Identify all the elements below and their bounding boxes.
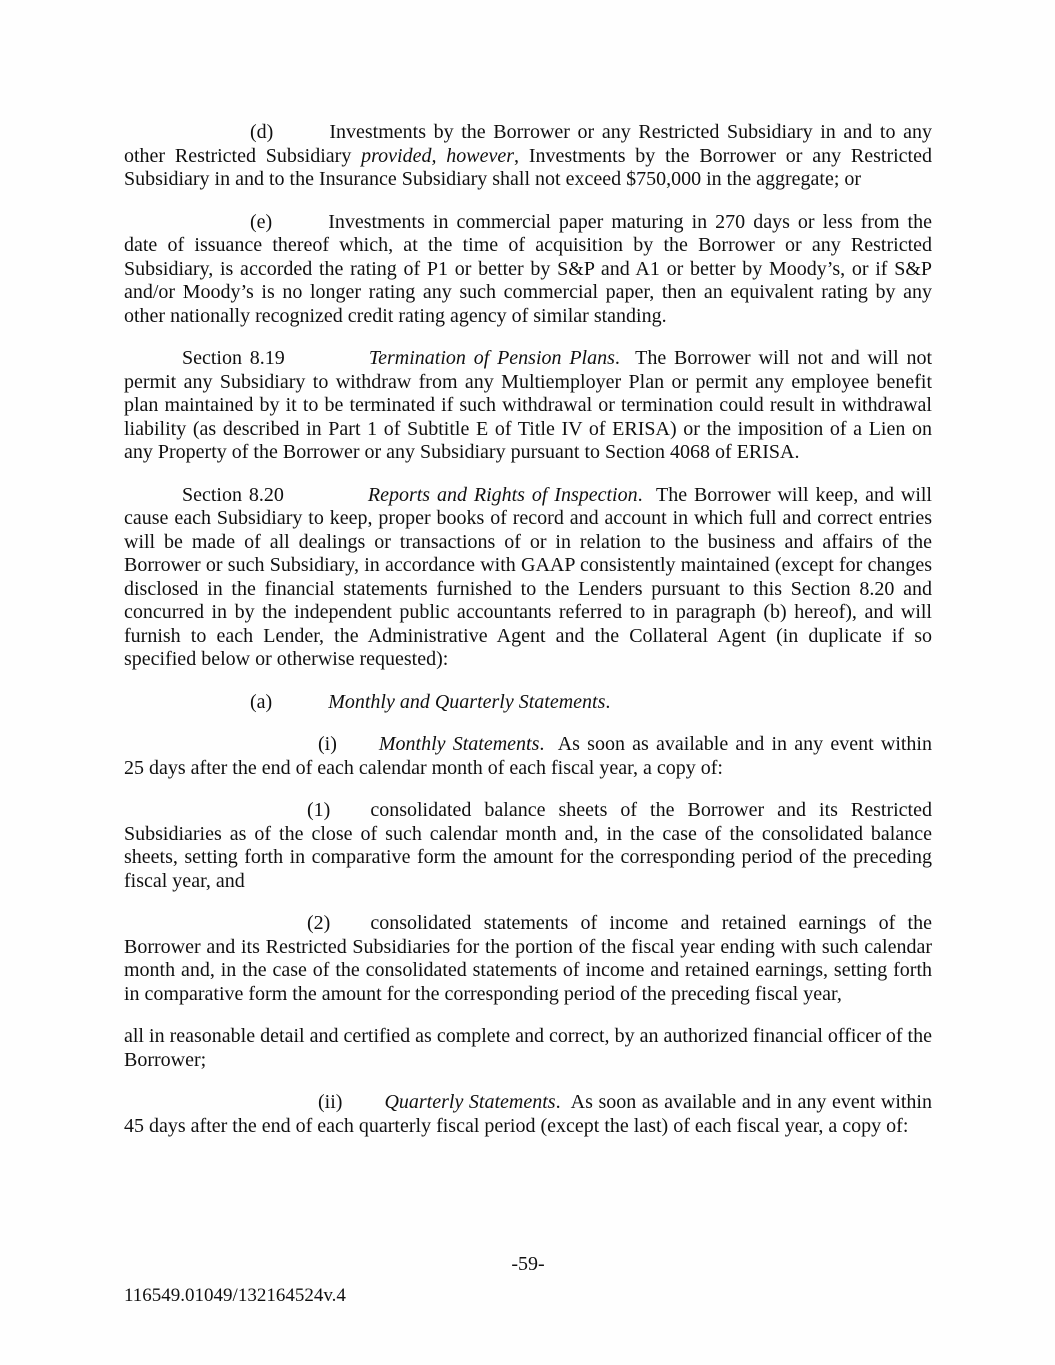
section-8-19-text: . The Borrower will not and will not permit any Subsidiary to withdraw from any Multiemployer Plan or permit any employee benefit plan maintained by it to be terminated if such withdrawal or termination could result in withdrawal liability (as described in Part 1 of Subtitle E of Title IV of ERISA) or the imposition of a Lien on any Property of the Borrower or any Subsidiary pursuant to Section 4068 of ERISA. xyxy=(124,347,932,463)
section-8-20-number: Section 8.20 xyxy=(182,483,284,506)
clause-d-text-rest: , Investments by the Borrower or any Restricted Subsidiary in and to the Insurance Subsidiary shall not exceed $750,000 in the aggregate; or xyxy=(124,144,932,190)
item-1-label: (1) xyxy=(307,799,331,821)
closing-text-body: all in reasonable detail and certified as complete and correct, by an authorized financial officer of the Borrower; xyxy=(124,1025,932,1071)
clause-ii-title: Quarterly Statements xyxy=(384,1091,556,1113)
section-8-19 xyxy=(124,347,932,465)
clause-ii-label: (ii) xyxy=(318,1091,343,1113)
section-8-20-title: Reports and Rights of Inspection xyxy=(367,483,638,506)
document-body xyxy=(124,121,932,1157)
item-2-text: consolidated statements of income and retained earnings of the Borrower and its Restricted Subsidiaries for the portion of the fiscal year ending with such calendar month and, in the case of the consolidated statements of income and retained earnings, setting forth in comparative form the amount for the corresponding period of the preceding fiscal year, xyxy=(124,912,932,1005)
section-8-19-number: Section 8.19 xyxy=(182,347,285,369)
item-1-text: consolidated balance sheets of the Borrower and its Restricted Subsidiaries as of the close of such calendar month and, in the case of the consolidated balance sheets, setting forth in comparative form the amount for the corresponding period of the preceding fiscal year, and xyxy=(124,799,932,892)
clause-e-text: Investments in commercial paper maturing in 270 days or less from the date of issuance thereof which, at the time of acquisition by the Borrower or any Restricted Subsidiary, is accorded the rating of P1 or better by S&P and A1 or better by Moody’s, or if S&P and/or Moody’s is no longer rating any such commercial paper, then an equivalent rating by any other nationally recognized credit rating agency of similar standing. xyxy=(124,210,932,327)
clause-e-label: (e) xyxy=(250,210,273,233)
paragraph-e xyxy=(124,211,932,329)
closing-text xyxy=(124,1025,932,1072)
clause-ii-text: . As soon as available and in any event within 45 days after the end of each quarterly fiscal period (except the last) of each fiscal year, a copy of: xyxy=(124,1091,932,1137)
paragraph-d xyxy=(124,121,932,192)
clause-a xyxy=(124,691,932,715)
clause-ii xyxy=(124,1091,932,1138)
clause-d-text: Investments by the Borrower or any Restricted Subsidiary in and to any other Restricted Subsidiary xyxy=(124,121,932,167)
clause-a-title: Monthly and Quarterly Statements xyxy=(328,690,606,713)
item-2-label: (2) xyxy=(307,912,331,934)
footer-document-id: 116549.01049/132164524v.4 xyxy=(124,1285,346,1306)
clause-a-period: . xyxy=(605,690,611,713)
section-8-20 xyxy=(124,484,932,672)
clause-i xyxy=(124,733,932,780)
clause-a-label: (a) xyxy=(250,690,273,713)
footer-page-number: -59- xyxy=(511,1253,545,1275)
clause-i-title: Monthly Statements xyxy=(378,733,540,755)
item-2 xyxy=(124,912,932,1006)
item-1 xyxy=(124,799,932,893)
clause-d-label: (d) xyxy=(250,121,274,143)
clause-i-text: . As soon as available and in any event within 25 days after the end of each calendar month of each fiscal year, a copy of: xyxy=(124,733,932,779)
section-8-19-title: Termination of Pension Plans xyxy=(368,347,615,369)
section-8-20-text: . The Borrower will keep, and will cause each Subsidiary to keep, proper books of record and account in which full and correct entries will be made of all dealings or transactions of or in relation to the business and affairs of the Borrower or such Subsidiary, in accordance with GAAP consistently maintained (except for changes disclosed in the financial statements furnished to the Lenders pursuant to this Section 8.20 and concurred in by the independent public accountants referred to in paragraph (b) hereof), and will furnish to each Lender, the Administrative Agent and the Collateral Agent (in duplicate if so specified below or otherwise requested): xyxy=(124,483,932,670)
clause-i-label: (i) xyxy=(318,733,337,755)
clause-d-proviso: provided, however xyxy=(361,144,515,167)
